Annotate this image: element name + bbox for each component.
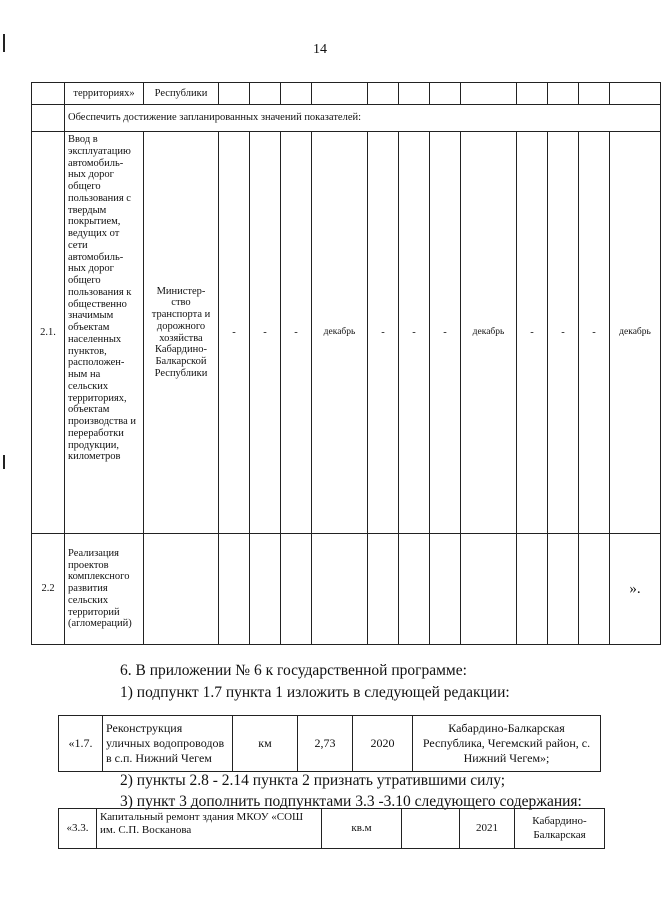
row-number: «3.3. bbox=[59, 809, 97, 849]
table-cell: - bbox=[281, 132, 312, 534]
table-cell bbox=[548, 534, 579, 645]
row-number: 2.2 bbox=[32, 534, 65, 645]
year: 2021 bbox=[460, 809, 515, 849]
table-cell: - bbox=[548, 132, 579, 534]
table-cell bbox=[219, 534, 250, 645]
table-row bbox=[32, 132, 661, 534]
table-cell bbox=[399, 534, 430, 645]
indicator-name: Ввод в эксплуатацию автомобиль-ных дорог общего пользования с твердым покрытием, ведущих от сети автомобиль-ных дорог общего пользования к общественно значимым объектам населенных пунктов, расположен-ным на сельских территориях, объектам производства и переработки продукции, километров bbox=[65, 132, 144, 534]
binding-mark-bottom bbox=[3, 455, 5, 469]
amendment-table-3-3 bbox=[58, 808, 605, 849]
table-cell: территориях» bbox=[65, 83, 144, 105]
table-cell bbox=[517, 534, 548, 645]
table-cell bbox=[579, 534, 610, 645]
table-cell bbox=[144, 534, 219, 645]
paragraph-2: 1) подпункт 1.7 пункта 1 изложить в следующей редакции: bbox=[120, 684, 510, 701]
table-cell bbox=[430, 83, 461, 105]
executor: Министер-ство транспорта и дорожного хозяйства Кабардино-Балкарской Республики bbox=[144, 132, 219, 534]
row-number: 2.1. bbox=[32, 132, 65, 534]
table-cell: декабрь bbox=[610, 132, 661, 534]
table-cell: - bbox=[399, 132, 430, 534]
paragraph-3: 2) пункты 2.8 - 2.14 пункта 2 признать утратившими силу; bbox=[120, 772, 506, 789]
table-cell: - bbox=[219, 132, 250, 534]
table-cell bbox=[610, 83, 661, 105]
table-cell bbox=[368, 83, 399, 105]
page-number: 14 bbox=[313, 42, 327, 57]
table-cell bbox=[430, 534, 461, 645]
table-cell: декабрь bbox=[312, 132, 368, 534]
program-table bbox=[31, 82, 661, 645]
table-cell bbox=[368, 534, 399, 645]
location: Кабардино-Балкарская Республика, Чегемский район, с. Нижний Чегем»; bbox=[413, 716, 601, 772]
table-cell bbox=[32, 105, 65, 132]
table-cell: - bbox=[250, 132, 281, 534]
table-cell: - bbox=[368, 132, 399, 534]
paragraph-4: 3) пункт 3 дополнить подпунктами 3.3 -3.10 следующего содержания: bbox=[120, 793, 582, 810]
table-cell bbox=[579, 83, 610, 105]
table-cell: Республики bbox=[144, 83, 219, 105]
table-cell bbox=[461, 534, 517, 645]
table-cell bbox=[281, 83, 312, 105]
table-cell: - bbox=[579, 132, 610, 534]
paragraph-1: 6. В приложении № 6 к государственной программе: bbox=[120, 662, 467, 679]
table-row bbox=[32, 83, 661, 105]
table-cell: декабрь bbox=[461, 132, 517, 534]
table-cell bbox=[312, 534, 368, 645]
table-cell: - bbox=[517, 132, 548, 534]
table-cell bbox=[250, 83, 281, 105]
table-cell bbox=[548, 83, 579, 105]
location: Кабардино-Балкарская bbox=[515, 809, 605, 849]
object-name: Капитальный ремонт здания МКОУ «СОШ им. С.П. Восканова bbox=[97, 809, 322, 849]
end-quote: ». bbox=[610, 534, 661, 645]
table-cell bbox=[32, 83, 65, 105]
section-header: Обеспечить достижение запланированных значений показателей: bbox=[65, 105, 661, 132]
amendment-table-1-7 bbox=[58, 715, 601, 772]
object-name: Реконструкция уличных водопроводов в с.п. Нижний Чегем bbox=[103, 716, 233, 772]
year: 2020 bbox=[353, 716, 413, 772]
unit: км bbox=[233, 716, 298, 772]
table-row bbox=[59, 809, 605, 849]
table-cell bbox=[281, 534, 312, 645]
row-number: «1.7. bbox=[59, 716, 103, 772]
table-cell bbox=[517, 83, 548, 105]
value: 2,73 bbox=[298, 716, 353, 772]
table-cell bbox=[399, 83, 430, 105]
indicator-name: Реализация проектов комплексного развития сельских территорий (агломераций) bbox=[65, 534, 144, 645]
table-cell bbox=[250, 534, 281, 645]
section-header-row bbox=[32, 105, 661, 132]
unit: кв.м bbox=[322, 809, 402, 849]
table-row bbox=[59, 716, 601, 772]
table-cell bbox=[461, 83, 517, 105]
table-cell: - bbox=[430, 132, 461, 534]
table-row bbox=[32, 534, 661, 645]
value bbox=[402, 809, 460, 849]
table-cell bbox=[219, 83, 250, 105]
table-cell bbox=[312, 83, 368, 105]
